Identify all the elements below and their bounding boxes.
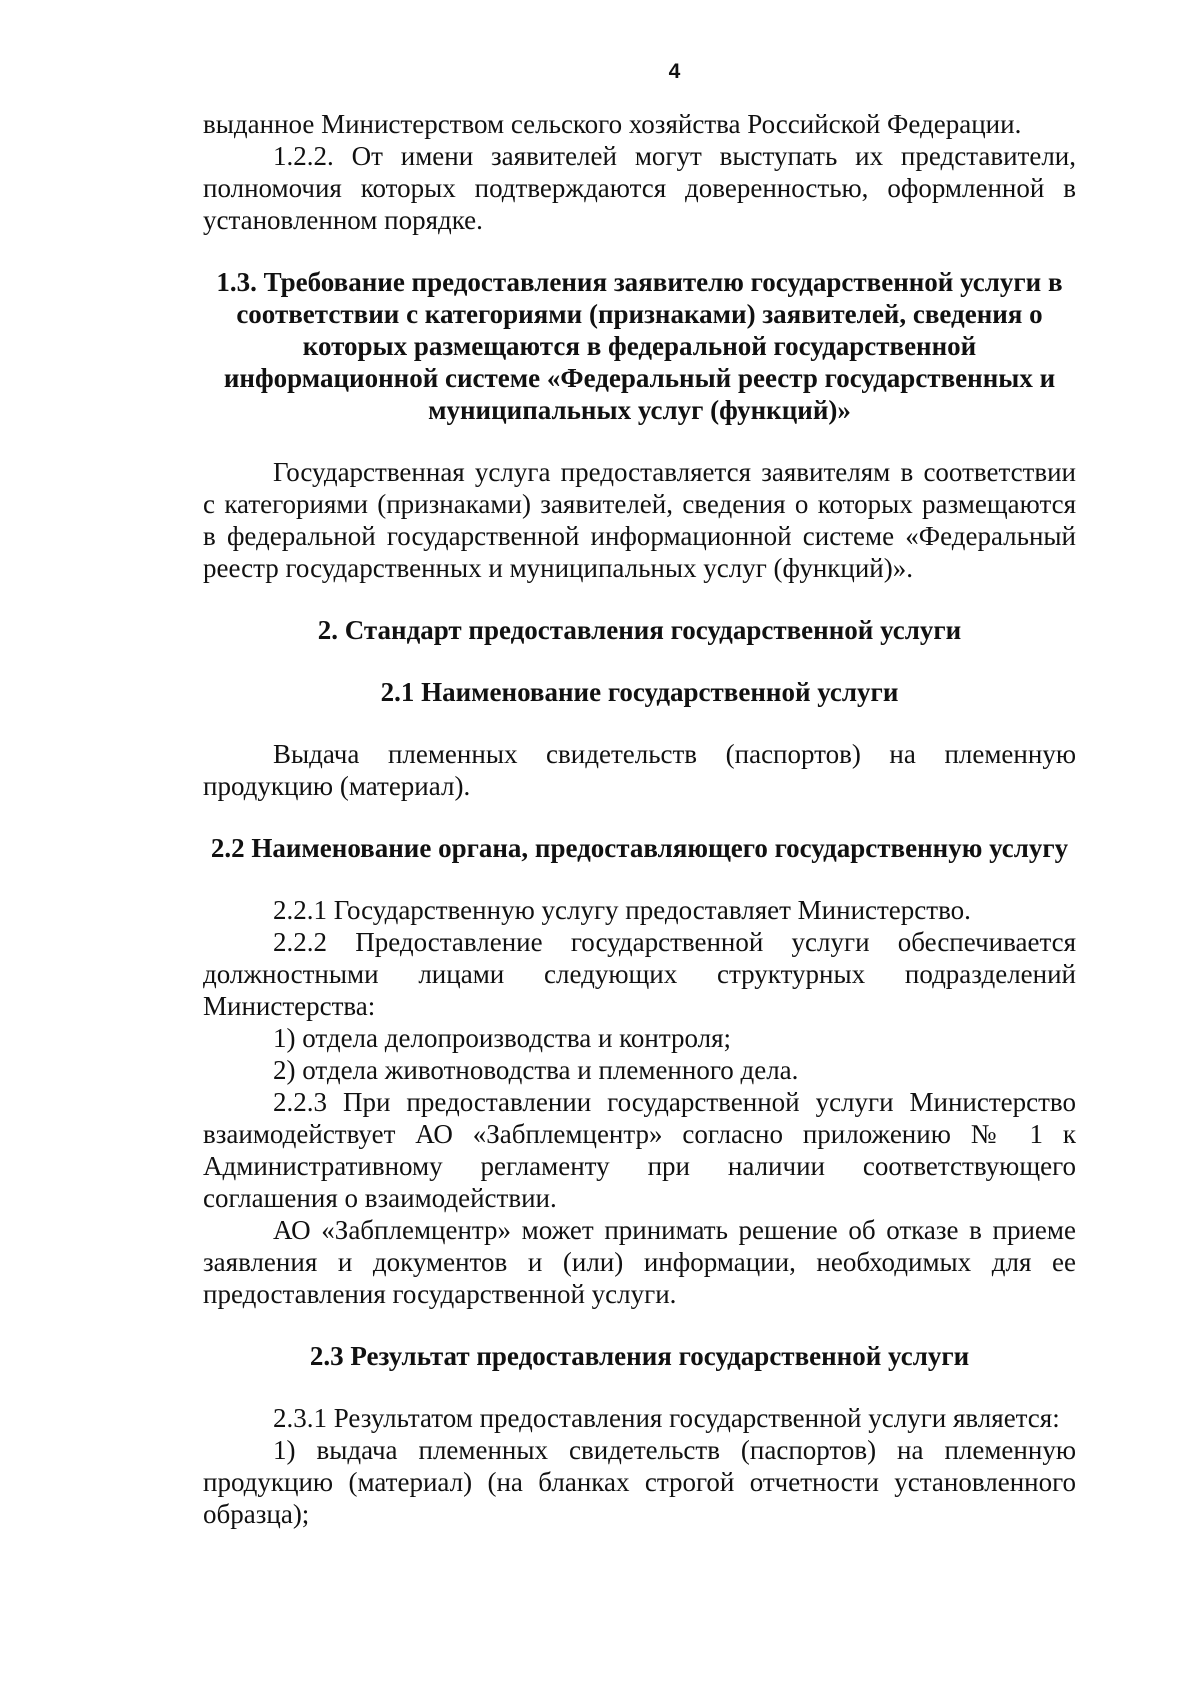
spacer [203, 426, 1076, 456]
spacer [203, 584, 1076, 614]
spacer [203, 802, 1076, 832]
paragraph: АО «Забплемцентр» может принимать решение об отказе в приеме заявления и документов и (или) информации, необходимых для ее предоставления государственной услуги. [203, 1215, 1076, 1309]
paragraph: выданное Министерством сельского хозяйства Российской Федерации. [203, 109, 1022, 139]
spacer [203, 1372, 1076, 1402]
paragraph: Выдача племенных свидетельств (паспортов) на племенную продукцию (материал). [203, 739, 1076, 801]
list-item: 1) отдела делопроизводства и контроля; [273, 1023, 732, 1053]
spacer [203, 646, 1076, 676]
spacer [203, 236, 1076, 266]
section-heading-2-3: 2.3 Результат предоставления государственной услуги [309, 1341, 970, 1371]
paragraph: 2.2.3 При предоставлении государственной услуги Министерство взаимодействует АО «Забплемцентр» согласно приложению № 1 к Административному регламенту при наличии соответствующего соглашения о взаимодействии. [203, 1087, 1076, 1213]
paragraph: 2.3.1 Результатом предоставления государственной услуги является: [273, 1403, 1060, 1433]
paragraph: Государственная услуга предоставляется заявителям в соответствии с категориями (признаками) заявителей, сведения о которых размещаются в федеральной государственной информационной системе «Федеральный реестр государственных и муниципальных услуг (функций)». [203, 457, 1076, 583]
section-heading-2: 2. Стандарт предоставления государственной услуги [317, 615, 962, 645]
page-number: 4 [668, 60, 681, 83]
paragraph: 2.2.2 Предоставление государственной услуги обеспечивается должностными лицами следующих структурных подразделений Министерства: [203, 927, 1076, 1021]
section-heading-2-1: 2.1 Наименование государственной услуги [380, 677, 899, 707]
spacer [203, 864, 1076, 894]
list-item: 1) выдача племенных свидетельств (паспортов) на племенную продукцию (материал) (на бланках строгой отчетности установленного образца); [203, 1435, 1076, 1529]
spacer [203, 1310, 1076, 1340]
list-item: 2) отдела животноводства и племенного дела. [273, 1055, 799, 1085]
section-heading-2-2: 2.2 Наименование органа, предоставляющего государственную услугу [210, 833, 1069, 863]
spacer [203, 708, 1076, 738]
section-heading-1-3: 1.3. Требование предоставления заявителю государственной услуги в соответствии с категориями (признаками) заявителей, сведения о которых размещаются в федеральной государственной информационной системе «Федеральный реестр государственных и муниципальных услуг (функций)» [216, 267, 1063, 425]
paragraph: 2.2.1 Государственную услугу предоставляет Министерство. [273, 895, 971, 925]
paragraph: 1.2.2. От имени заявителей могут выступать их представители, полномочия которых подтверждаются доверенностью, оформленной в установленном порядке. [203, 141, 1076, 235]
